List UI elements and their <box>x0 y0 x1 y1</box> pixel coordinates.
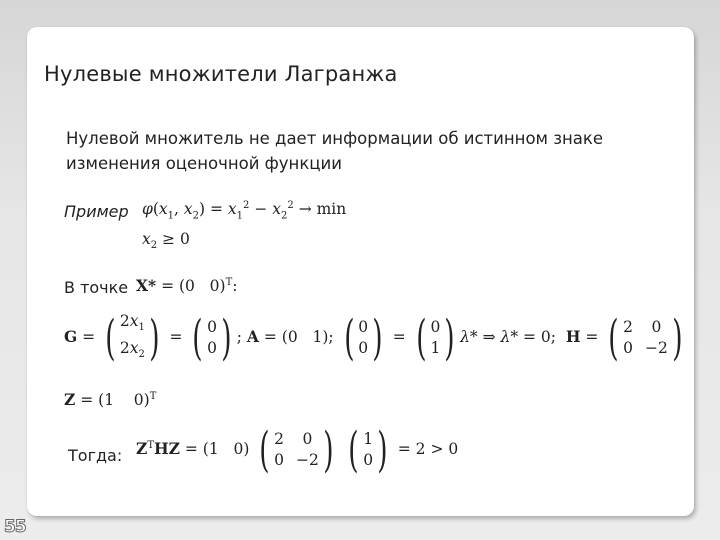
intro-text: Нулевой множитель не дает информации об истинном знаке изменения оценочной функции <box>66 129 604 173</box>
point-label: В точке <box>64 278 129 297</box>
then-label: Тогда: <box>68 446 123 465</box>
objective-formula: $\varphi(x_1$, $x_2) = x_1^2 - x_2^2 \to \min$ <box>142 200 347 222</box>
point-formula: X* = (0 0)$^T$: <box>136 276 238 295</box>
gradient-hessian-formula: G = ( $2x_1$ $2x_2$ ) = ( 0 0 ) ; A = (0 1); ( 0 0 ) = ( 0 1 ) λ* ⇒ λ* = 0; H = ( 2 0 0 −2 ) <box>64 310 683 367</box>
example-label: Пример <box>64 202 129 221</box>
colon-text: : <box>232 277 238 295</box>
constraint-formula: $x_2 \ge 0$ <box>142 230 190 252</box>
z-formula: Z = (1 0)$^T$ <box>64 390 157 409</box>
result-formula: $Z^THZ = (1$ 0) ( 2 0 0 −2 ) ( 1 0 ) = 2 > 0 <box>136 422 459 478</box>
slide-title: Нулевые множители Лагранжа <box>44 62 398 86</box>
slide-number: 55 <box>4 517 26 537</box>
